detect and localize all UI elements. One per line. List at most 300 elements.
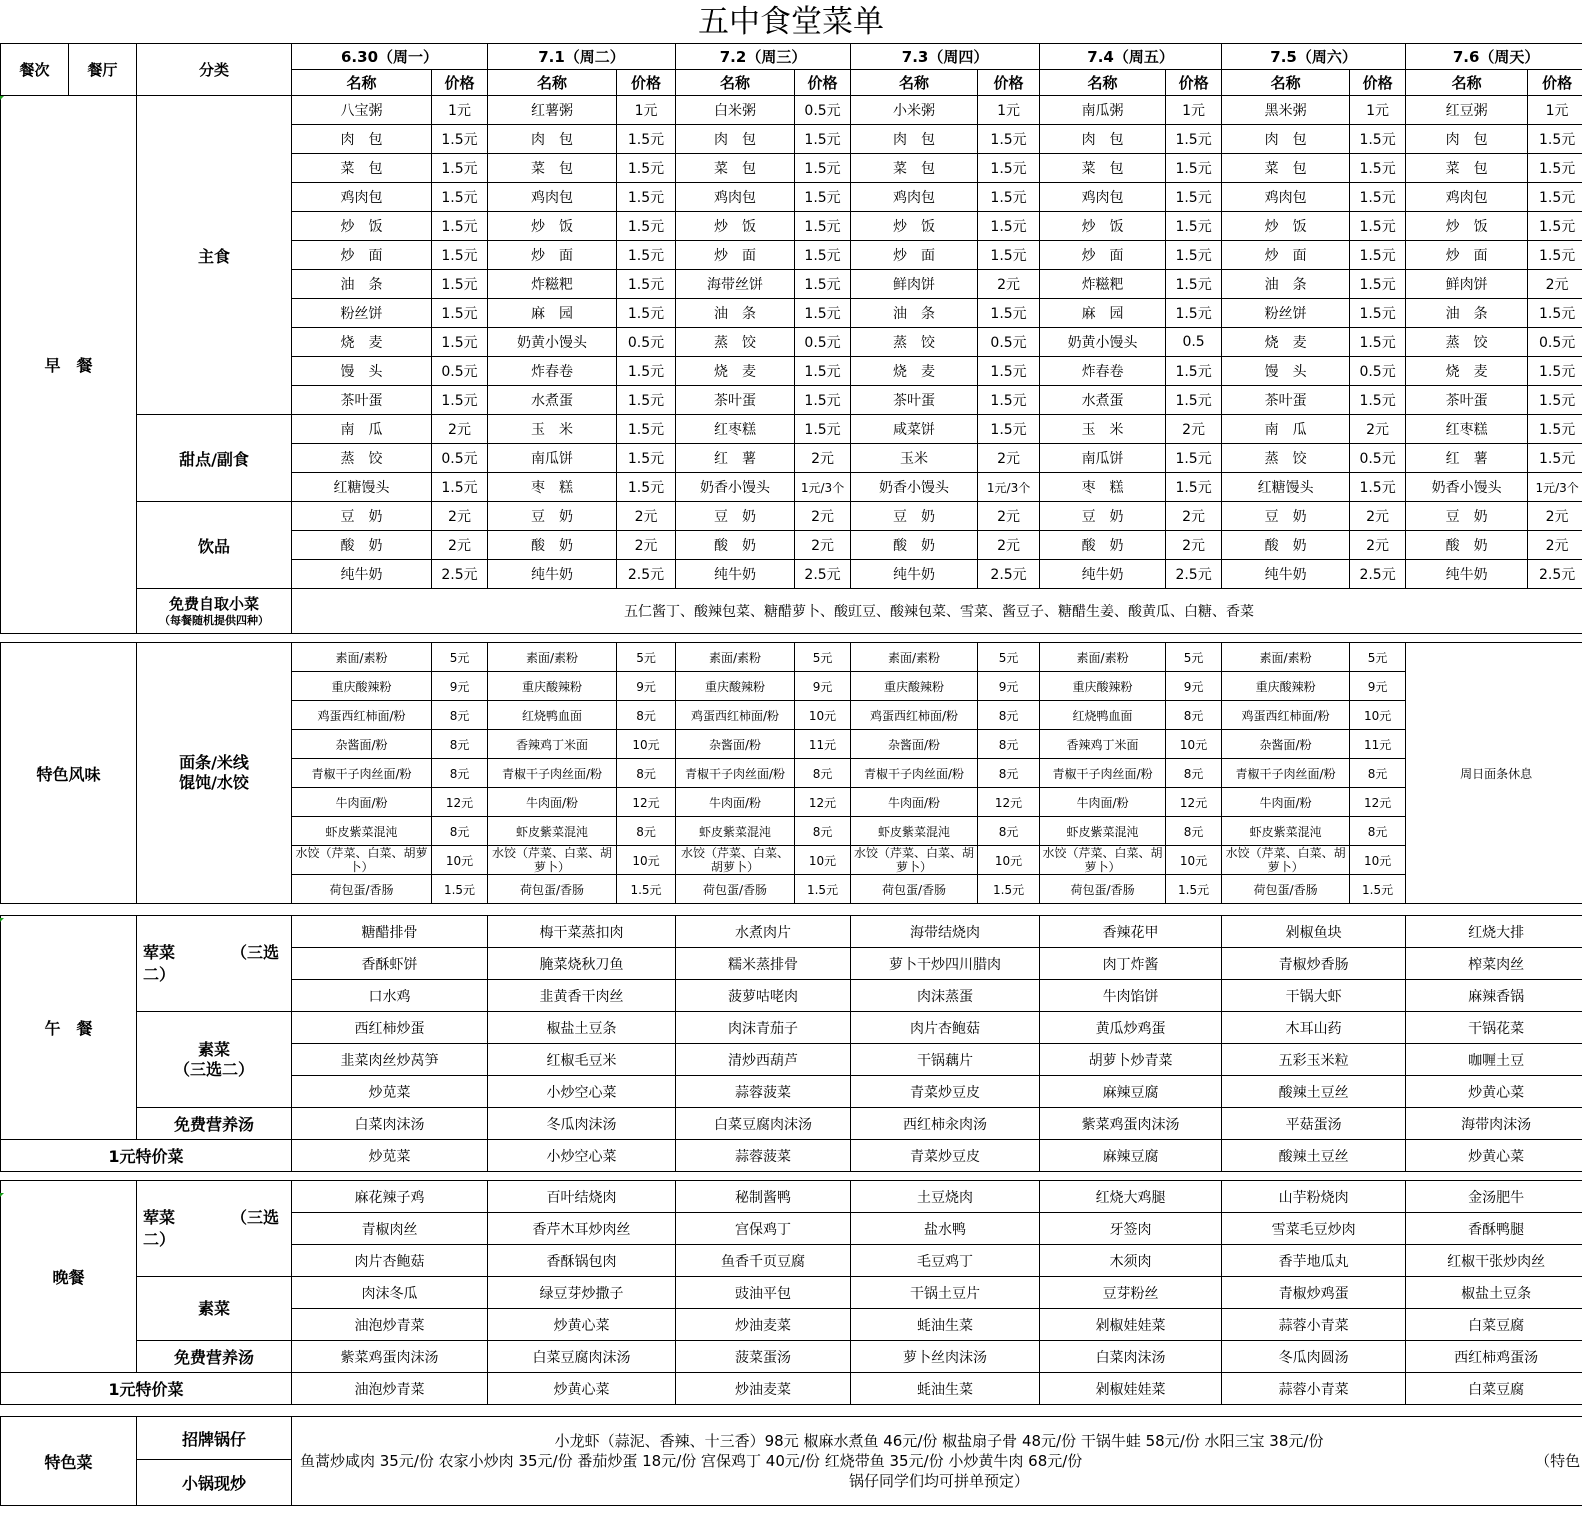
- dinner-soup-row: [1, 1341, 1582, 1373]
- dish: 青椒肉丝: [292, 1213, 488, 1245]
- dish: 菠萝咕咾肉: [676, 980, 851, 1012]
- noodle-price: 5元: [1166, 643, 1222, 672]
- item-name: 豆 奶: [851, 502, 978, 531]
- noodle-price: 10元: [1166, 730, 1222, 759]
- special-dish: 小炒空心菜: [488, 1140, 676, 1172]
- dish: 炒黄心菜: [1406, 1076, 1582, 1108]
- item-name: 炸春卷: [488, 357, 617, 386]
- item-name: 鸡肉包: [488, 183, 617, 212]
- noodle-name: 杂酱面/粉: [676, 730, 795, 759]
- noodle-name: 水饺（芹菜、白菜、胡萝卜）: [1222, 846, 1350, 875]
- item-price: 1.5元: [1350, 299, 1406, 328]
- dish: 百叶结烧肉: [488, 1181, 676, 1213]
- noodle-name: 青椒干子肉丝面/粉: [292, 759, 432, 788]
- noodle-name: 荷包蛋/香肠: [292, 875, 432, 904]
- noodle-price: 9元: [795, 672, 851, 701]
- section-gap: [1, 904, 1582, 916]
- item-price: 1.5元: [1350, 241, 1406, 270]
- item-price: 0.5元: [795, 328, 851, 357]
- item-price: 1.5元: [617, 299, 676, 328]
- section-gap: [1, 634, 1582, 643]
- specialty-line-2-tail: （特色: [1535, 1452, 1581, 1470]
- noodle-price: 5元: [617, 643, 676, 672]
- dish: 红椒干张炒肉丝: [1406, 1245, 1582, 1277]
- dish: 蒜蓉菠菜: [676, 1076, 851, 1108]
- item-name: 枣 糕: [1040, 473, 1166, 502]
- item-name: 豆 奶: [292, 502, 432, 531]
- item-price: 0.5元: [1528, 328, 1582, 357]
- item-name: 白米粥: [676, 96, 795, 125]
- soup: 平菇蛋汤: [1222, 1108, 1406, 1140]
- item-name: 油 条: [292, 270, 432, 299]
- noodle-row: [1, 643, 1582, 672]
- noodle-name: 荷包蛋/香肠: [851, 875, 978, 904]
- lunch-soup-row: [1, 1108, 1582, 1140]
- item-name: 海带丝饼: [676, 270, 795, 299]
- noodle-price: 10元: [432, 846, 488, 875]
- noodle-price: 8元: [1350, 759, 1406, 788]
- special-dish: 炒苋菜: [292, 1140, 488, 1172]
- dish: 五彩玉米粒: [1222, 1044, 1406, 1076]
- item-price: 1.5元: [978, 183, 1040, 212]
- noodle-price: 10元: [978, 846, 1040, 875]
- lunch-meat-row: [1, 916, 1582, 948]
- soup: 菠菜蛋汤: [676, 1341, 851, 1373]
- noodle-price: 8元: [795, 759, 851, 788]
- dish: 糖醋排骨: [292, 916, 488, 948]
- item-price: 2元: [1528, 270, 1582, 299]
- item-name: 水煮蛋: [488, 386, 617, 415]
- item-price: 1.5元: [1350, 125, 1406, 154]
- item-price: 1.5元: [1166, 212, 1222, 241]
- dish: 炒黄心菜: [488, 1309, 676, 1341]
- noodle-name: 虾皮紫菜混沌: [676, 817, 795, 846]
- item-name: 玉米: [851, 444, 978, 473]
- item-name: 茶叶蛋: [1406, 386, 1528, 415]
- item-price: 1.5元: [795, 299, 851, 328]
- noodle-price: 8元: [432, 730, 488, 759]
- free-side-items: 五仁酱丁、酸辣包菜、糖醋萝卜、酸豇豆、酸辣包菜、雪菜、酱豆子、糖醋生姜、酸黄瓜、白糖、香菜: [292, 589, 1582, 634]
- dish: 黄瓜炒鸡蛋: [1040, 1012, 1222, 1044]
- item-price: 1.5元: [795, 183, 851, 212]
- item-price: 2元: [1166, 502, 1222, 531]
- item-price: 1元: [1350, 96, 1406, 125]
- dish: 肉沫冬瓜: [292, 1277, 488, 1309]
- item-name: 粉丝饼: [292, 299, 432, 328]
- noodle-price: 8元: [1166, 701, 1222, 730]
- item-price: 1元: [432, 96, 488, 125]
- item-price: 1.5元: [1350, 328, 1406, 357]
- category-drinks: 饮品: [137, 502, 292, 589]
- header-day: 7.1（周二）: [488, 44, 676, 70]
- special-dish: 蒜蓉小青菜: [1222, 1373, 1406, 1405]
- free-side-title: 免费自取小菜: [168, 595, 259, 613]
- dish: 豆芽粉丝: [1040, 1277, 1222, 1309]
- noodle-name: 牛肉面/粉: [676, 788, 795, 817]
- header-day: 7.6（周天）: [1406, 44, 1582, 70]
- noodle-name: 牛肉面/粉: [1222, 788, 1350, 817]
- dinner-label: 晚餐: [1, 1181, 137, 1373]
- dish: 红烧大鸡腿: [1040, 1181, 1222, 1213]
- item-price: 1.5元: [432, 183, 488, 212]
- dish: 清炒西葫芦: [676, 1044, 851, 1076]
- noodle-name: 红烧鸭血面: [488, 701, 617, 730]
- item-name: 烧 麦: [292, 328, 432, 357]
- soup: 白菜肉沫汤: [292, 1108, 488, 1140]
- noodle-price: 5元: [1350, 643, 1406, 672]
- dish: 香芹木耳炒肉丝: [488, 1213, 676, 1245]
- item-price: 1.5元: [795, 357, 851, 386]
- dinner-meat-label: 荤菜 （三选二）: [137, 1181, 292, 1277]
- item-name: 菜 包: [292, 154, 432, 183]
- noodle-name: 杂酱面/粉: [1222, 730, 1350, 759]
- item-price: 1.5元: [1528, 154, 1582, 183]
- noodle-name: 荷包蛋/香肠: [676, 875, 795, 904]
- item-name: 炒 面: [1406, 241, 1528, 270]
- item-price: 1.5元: [1528, 299, 1582, 328]
- noodle-name: 素面/素粉: [676, 643, 795, 672]
- item-price: 1.5元: [1528, 386, 1582, 415]
- dinner-soup-label: 免费营养汤: [137, 1341, 292, 1373]
- section-gap: [1, 1405, 1582, 1417]
- item-name: 红 薯: [1406, 444, 1528, 473]
- dish: 剁椒娃娃菜: [1040, 1309, 1222, 1341]
- noodle-price: 8元: [617, 701, 676, 730]
- item-name: 红糖馒头: [292, 473, 432, 502]
- item-name: 馒 头: [292, 357, 432, 386]
- dish: 香酥虾饼: [292, 948, 488, 980]
- noodle-price: 1.5元: [1350, 875, 1406, 904]
- dish: 椒盐土豆条: [488, 1012, 676, 1044]
- header-day: 7.5（周六）: [1222, 44, 1406, 70]
- special-dish: 蒜蓉菠菜: [676, 1140, 851, 1172]
- noodle-price: 12元: [617, 788, 676, 817]
- item-price: 1.5元: [1166, 299, 1222, 328]
- header-price: 价格: [617, 70, 676, 96]
- item-price: 1.5元: [1528, 444, 1582, 473]
- noodle-name: 虾皮紫菜混沌: [1040, 817, 1166, 846]
- noodle-name: 虾皮紫菜混沌: [488, 817, 617, 846]
- noodle-price: 1.5元: [1166, 875, 1222, 904]
- item-price: 1元/3个: [978, 473, 1040, 502]
- dish: 干锅大虾: [1222, 980, 1406, 1012]
- item-name: 炸糍粑: [1040, 270, 1166, 299]
- item-name: 炸春卷: [1040, 357, 1166, 386]
- item-name: 豆 奶: [676, 502, 795, 531]
- noodle-name: 重庆酸辣粉: [1040, 672, 1166, 701]
- item-name: 炒 饭: [1222, 212, 1350, 241]
- item-price: 0.5: [1166, 328, 1222, 357]
- item-name: 酸 奶: [1040, 531, 1166, 560]
- item-price: 2元: [1166, 531, 1222, 560]
- noodle-name: 牛肉面/粉: [292, 788, 432, 817]
- dinner-special-label: 1元特价菜: [1, 1373, 292, 1405]
- noodle-name: 香辣鸡丁米面: [1040, 730, 1166, 759]
- item-price: 1.5元: [617, 386, 676, 415]
- item-price: 2.5元: [795, 560, 851, 589]
- dish: 绿豆芽炒撒子: [488, 1277, 676, 1309]
- item-price: 1.5元: [1350, 154, 1406, 183]
- dish: 梅干菜蒸扣肉: [488, 916, 676, 948]
- dish: 海带结烧肉: [851, 916, 1040, 948]
- noodle-name: 荷包蛋/香肠: [488, 875, 617, 904]
- item-name: 炒 面: [676, 241, 795, 270]
- item-name: 馒 头: [1222, 357, 1350, 386]
- noodle-price: 8元: [795, 817, 851, 846]
- soup: 萝卜丝肉沫汤: [851, 1341, 1040, 1373]
- item-name: 纯牛奶: [488, 560, 617, 589]
- special-dish: 白菜豆腐: [1406, 1373, 1582, 1405]
- item-price: 2元: [432, 415, 488, 444]
- item-name: 茶叶蛋: [292, 386, 432, 415]
- item-price: 1.5元: [432, 299, 488, 328]
- item-name: 玉 米: [1040, 415, 1166, 444]
- dish: 金汤肥牛: [1406, 1181, 1582, 1213]
- noodle-name: 香辣鸡丁米面: [488, 730, 617, 759]
- noodle-price: 8元: [978, 759, 1040, 788]
- item-price: 0.5元: [1350, 444, 1406, 473]
- noodle-price: 11元: [795, 730, 851, 759]
- dish: 木耳山药: [1222, 1012, 1406, 1044]
- specialty-line-3: 锅仔同学们均可拼单预定）: [849, 1472, 1030, 1490]
- item-price: 1.5元: [978, 386, 1040, 415]
- item-price: 1元: [1528, 96, 1582, 125]
- special-dish: 青菜炒豆皮: [851, 1140, 1040, 1172]
- item-price: 1.5元: [1528, 125, 1582, 154]
- item-name: 红 薯: [676, 444, 795, 473]
- item-price: 1.5元: [1528, 415, 1582, 444]
- specialty-label: 特色菜: [1, 1417, 137, 1506]
- noodle-name: 牛肉面/粉: [851, 788, 978, 817]
- noodle-price: 12元: [432, 788, 488, 817]
- item-name: 蒸 饺: [292, 444, 432, 473]
- item-name: 麻 园: [488, 299, 617, 328]
- breakfast-free-side-row: [1, 589, 1582, 634]
- item-name: 小米粥: [851, 96, 978, 125]
- special-flavor-label: 特色风味: [1, 643, 137, 904]
- item-name: 茶叶蛋: [1222, 386, 1350, 415]
- item-name: 南 瓜: [292, 415, 432, 444]
- item-price: 1.5元: [432, 241, 488, 270]
- item-name: 咸菜饼: [851, 415, 978, 444]
- special-dish: 油泡炒青菜: [292, 1373, 488, 1405]
- header-name: 名称: [851, 70, 978, 96]
- item-price: 1.5元: [1166, 386, 1222, 415]
- noodle-price: 12元: [1350, 788, 1406, 817]
- item-name: 蒸 饺: [1222, 444, 1350, 473]
- dinner-veg-row: [1, 1277, 1582, 1309]
- header-row-days: [1, 44, 1582, 70]
- item-name: 麻 园: [1040, 299, 1166, 328]
- item-price: 1.5元: [617, 415, 676, 444]
- item-price: 1.5元: [432, 125, 488, 154]
- item-name: 油 条: [676, 299, 795, 328]
- item-price: 1.5元: [978, 415, 1040, 444]
- lunch-special-label: 1元特价菜: [1, 1140, 292, 1172]
- header-price: 价格: [1528, 70, 1582, 96]
- item-price: 1.5元: [617, 212, 676, 241]
- item-name: 烧 麦: [676, 357, 795, 386]
- item-price: 1.5元: [978, 212, 1040, 241]
- dish: 肉丁炸酱: [1040, 948, 1222, 980]
- noodle-price: 1.5元: [617, 875, 676, 904]
- item-price: 2元: [617, 531, 676, 560]
- noodle-price: 5元: [432, 643, 488, 672]
- item-name: 鸡肉包: [1406, 183, 1528, 212]
- soup: 西红柿鸡蛋汤: [1406, 1341, 1582, 1373]
- noodle-name: 素面/素粉: [292, 643, 432, 672]
- dinner-special-row: [1, 1373, 1582, 1405]
- item-name: 鲜肉饼: [1406, 270, 1528, 299]
- soup: 西红柿汆肉汤: [851, 1108, 1040, 1140]
- item-price: 1.5元: [432, 328, 488, 357]
- dish: 鱼香千页豆腐: [676, 1245, 851, 1277]
- item-name: 蒸 饺: [1406, 328, 1528, 357]
- item-price: 2.5元: [978, 560, 1040, 589]
- soup: 冬瓜肉圆汤: [1222, 1341, 1406, 1373]
- noodle-name: 虾皮紫菜混沌: [1222, 817, 1350, 846]
- item-name: 纯牛奶: [851, 560, 978, 589]
- noodle-name: 青椒干子肉丝面/粉: [1222, 759, 1350, 788]
- noodle-price: 12元: [1166, 788, 1222, 817]
- noodle-price: 9元: [432, 672, 488, 701]
- lunch-meat-label: 荤菜 （三选二）: [137, 916, 292, 1012]
- item-price: 2元: [795, 502, 851, 531]
- dish: 蚝油生菜: [851, 1309, 1040, 1341]
- item-price: 1.5元: [1166, 241, 1222, 270]
- noodle-name: 水饺（芹菜、白菜、胡萝卜）: [676, 846, 795, 875]
- item-price: 1.5元: [1350, 270, 1406, 299]
- header-category: 分类: [137, 44, 292, 96]
- item-name: 炒 面: [488, 241, 617, 270]
- lunch-label: 午 餐: [1, 916, 137, 1140]
- dish: 香酥鸭腿: [1406, 1213, 1582, 1245]
- dish: 豉油平包: [676, 1277, 851, 1309]
- item-name: 鸡肉包: [676, 183, 795, 212]
- item-name: 茶叶蛋: [851, 386, 978, 415]
- item-price: 1.5元: [795, 154, 851, 183]
- header-day: 7.2（周三）: [676, 44, 851, 70]
- section-gap: [1, 1405, 1582, 1417]
- item-name: 红枣糕: [676, 415, 795, 444]
- item-price: 2元: [1350, 415, 1406, 444]
- dish: 木须肉: [1040, 1245, 1222, 1277]
- item-name: 南瓜饼: [1040, 444, 1166, 473]
- header-price: 价格: [978, 70, 1040, 96]
- noodle-name: 素面/素粉: [1222, 643, 1350, 672]
- dish: 宫保鸡丁: [676, 1213, 851, 1245]
- dish: 麻辣豆腐: [1040, 1076, 1222, 1108]
- noodle-price: 5元: [795, 643, 851, 672]
- noodle-price: 1.5元: [795, 875, 851, 904]
- item-price: 1.5元: [617, 154, 676, 183]
- item-price: 1.5元: [978, 357, 1040, 386]
- dish: 土豆烧肉: [851, 1181, 1040, 1213]
- section-gap: [1, 634, 1582, 643]
- item-name: 奶香小馒头: [851, 473, 978, 502]
- noodle-price: 12元: [795, 788, 851, 817]
- item-price: 1.5元: [795, 386, 851, 415]
- special-dish: 炒黄心菜: [488, 1373, 676, 1405]
- item-name: 炸糍粑: [488, 270, 617, 299]
- item-price: 2元: [1528, 531, 1582, 560]
- noodle-price: 1.5元: [978, 875, 1040, 904]
- item-price: 1.5元: [978, 154, 1040, 183]
- noodle-price: 8元: [1350, 817, 1406, 846]
- noodle-name: 鸡蛋西红柿面/粉: [292, 701, 432, 730]
- item-name: 烧 麦: [851, 357, 978, 386]
- noodle-name: 重庆酸辣粉: [676, 672, 795, 701]
- dish: 青椒炒鸡蛋: [1222, 1277, 1406, 1309]
- category-staple: 主食: [137, 96, 292, 415]
- section-gap: [1, 1172, 1582, 1181]
- header-price: 价格: [1350, 70, 1406, 96]
- item-name: 炒 饭: [676, 212, 795, 241]
- item-price: 1元/3个: [795, 473, 851, 502]
- dish: 青椒炒香肠: [1222, 948, 1406, 980]
- dish: 肉片杏鲍菇: [851, 1012, 1040, 1044]
- item-price: 1.5元: [1166, 154, 1222, 183]
- item-name: 豆 奶: [1406, 502, 1528, 531]
- noodle-price: 8元: [978, 817, 1040, 846]
- dish: 毛豆鸡丁: [851, 1245, 1040, 1277]
- item-name: 炒 饭: [851, 212, 978, 241]
- dish: 炒苋菜: [292, 1076, 488, 1108]
- item-price: 1.5元: [617, 357, 676, 386]
- item-name: 奶黄小馒头: [488, 328, 617, 357]
- header-name: 名称: [1406, 70, 1528, 96]
- item-name: 炒 饭: [292, 212, 432, 241]
- dish: 肉片杏鲍菇: [292, 1245, 488, 1277]
- dish: 肉沫蒸蛋: [851, 980, 1040, 1012]
- dish: 剁椒鱼块: [1222, 916, 1406, 948]
- item-price: 1.5元: [1350, 212, 1406, 241]
- item-price: 0.5元: [432, 357, 488, 386]
- specialty-line-1: 小龙虾（蒜泥、香辣、十三香）98元 椒麻水煮鱼 46元/份 椒盐扇子骨 48元/份 干锅牛蛙 58元/份 水阳三宝 38元/份: [554, 1432, 1324, 1450]
- item-price: 1.5元: [617, 270, 676, 299]
- item-price: 2.5元: [1166, 560, 1222, 589]
- lunch-veg-row: [1, 1012, 1582, 1044]
- item-name: 菜 包: [1406, 154, 1528, 183]
- item-name: 炒 饭: [488, 212, 617, 241]
- item-name: 菜 包: [676, 154, 795, 183]
- noodle-name: 水饺（芹菜、白菜、胡萝卜）: [292, 846, 432, 875]
- noodle-price: 8元: [432, 701, 488, 730]
- noodle-price: 10元: [617, 846, 676, 875]
- dish: 小炒空心菜: [488, 1076, 676, 1108]
- specialty-items: [292, 1417, 1582, 1506]
- dish: 酸辣土豆丝: [1222, 1076, 1406, 1108]
- header-price: 价格: [432, 70, 488, 96]
- item-name: 纯牛奶: [1406, 560, 1528, 589]
- corner-marker: [0, 918, 4, 922]
- lunch-soup-label: 免费营养汤: [137, 1108, 292, 1140]
- item-price: 2元: [978, 531, 1040, 560]
- item-price: 2元: [795, 444, 851, 473]
- header-name: 名称: [292, 70, 432, 96]
- item-name: 炒 饭: [1406, 212, 1528, 241]
- item-name: 蒸 饺: [676, 328, 795, 357]
- item-name: 鸡肉包: [1222, 183, 1350, 212]
- item-name: 豆 奶: [488, 502, 617, 531]
- item-name: 鸡肉包: [851, 183, 978, 212]
- specialty-line-2: [292, 1451, 1582, 1471]
- dish: 麻花辣子鸡: [292, 1181, 488, 1213]
- item-price: 1元: [1166, 96, 1222, 125]
- dinner-meat-row: [1, 1181, 1582, 1213]
- menu-table: [0, 43, 1582, 1506]
- breakfast-label: 早 餐: [1, 96, 137, 634]
